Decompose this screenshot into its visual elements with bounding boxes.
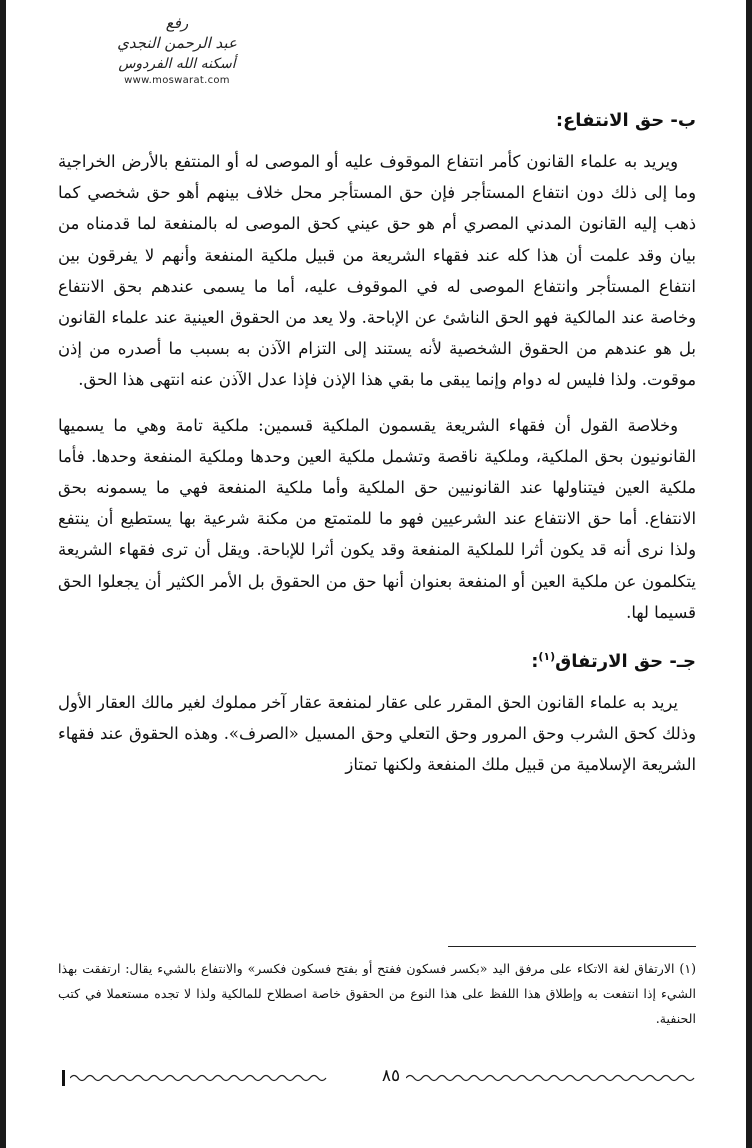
watermark-url: www.moswarat.com bbox=[124, 75, 230, 86]
scan-border-left bbox=[0, 0, 6, 1148]
section-heading-easement bbox=[58, 642, 696, 677]
footnote-reference: (١) bbox=[538, 650, 556, 664]
page-number: ٨٥ bbox=[381, 1066, 401, 1086]
footnote: (١) الارتفاق لغة الاتكاء على مرفق اليد «بكسر فسكون ففتح أو بفتح فسكون فكسر» والانتفاع بالشيء يقال: ارتفقت بهذا الشيء إذا انتفعت به وإطلاق هذا اللفظ على هذا النوع من الحقوق خاصة اصطلاح للمالكية ولذا لا تجده مستعملا في كتب الحنفية. bbox=[58, 961, 696, 1026]
page-footer bbox=[62, 1068, 696, 1088]
watermark-line2: عبد الرحمن النجدي bbox=[117, 34, 237, 52]
footer-wave-left bbox=[70, 1071, 330, 1085]
scan-border-right bbox=[746, 0, 752, 1148]
footer-end-mark bbox=[62, 1070, 65, 1086]
watermark-line1: رفع bbox=[165, 14, 189, 32]
section-heading-usufruct: ب- حق الانتفاع: bbox=[555, 110, 696, 131]
heading-text: جـ- حق الارتفاق bbox=[555, 651, 696, 673]
page-body bbox=[58, 100, 696, 795]
footer-wave-right bbox=[406, 1071, 696, 1085]
watermark-line3: أسكنه الله الفردوس bbox=[118, 56, 236, 72]
footnote-separator bbox=[448, 946, 696, 947]
paragraph: يريد به علماء القانون الحق المقرر على عقار لمنفعة عقار آخر مملوك لغير مالك العقار الأول وذلك كحق الشرب وحق المرور وحق التعلي وحق المسيل «الصرف». وهذه الحقوق عند فقهاء الشريعة الإسلامية من قبيل ملك المنفعة ولكنها تمتاز bbox=[58, 693, 696, 775]
paragraph: ويريد به علماء القانون كأمر انتفاع الموقوف عليه أو الموصى له أو المنتفع بالأرض الخراجية وما إلى ذلك دون انتفاع المستأجر فإن حق المستأجر محل خلاف بينهم أهو حق شخصي كما ذهب إليه القانون المدني المصري أم هو حق عيني كحق الموصى له بالمنفعة لما قدمناه من بيان وقد علمت أن هذا كله عند فقهاء الشريعة من قبيل ملكية المنفعة وأنهم لا يفرقون بين انتفاع المستأجر وانتفاع الموصى له في الموقوف عليه، أما ما يسمى عندهم بحق الانتفاع وخاصة عند المالكية فهو الحق الناشئ عن الإباحة. ولا يعد من الحقوق العينية عند علماء القانون بل هو عندهم من الحقوق الشخصية لأنه يستند إلى التزام الآذن به بسبب ما أصدره من إذن موقوت. ولذا فليس له دوام وإنما يبقى ما بقي هذا الإذن فإذا عدل الآذن عنه انتهى هذا الحق. bbox=[58, 152, 696, 390]
paragraph: وخلاصة القول أن فقهاء الشريعة يقسمون الملكية قسمين: ملكية تامة وهي ما يسميها القانونيون بحق الملكية، وملكية ناقصة وتشمل ملكية العين وحدها وملكية المنفعة وحدها. فأما ملكية العين فيتناولها عند القانونيين حق الملكية وأما ملكية المنفعة فهي ما يسمونه بحق الانتفاع. أما حق الانتفاع عند الشرعيين فهو ما للمتمتع من مكنة شرعية بها يستطيع أن ينتفع ولذا نرى أنه قد يكون أثرا للملكية المنفعة وقد يكون أثرا للإباحة. ويقل أن ترى فقهاء الشريعة يتكلمون عن ملكية العين أو المنفعة بعنوان أنها حق من الحقوق بل الأمر الكثير أن يجعلوا الحق قسيما لها. bbox=[58, 415, 696, 622]
watermark-stamp bbox=[92, 14, 262, 100]
heading-colon: : bbox=[531, 651, 539, 673]
